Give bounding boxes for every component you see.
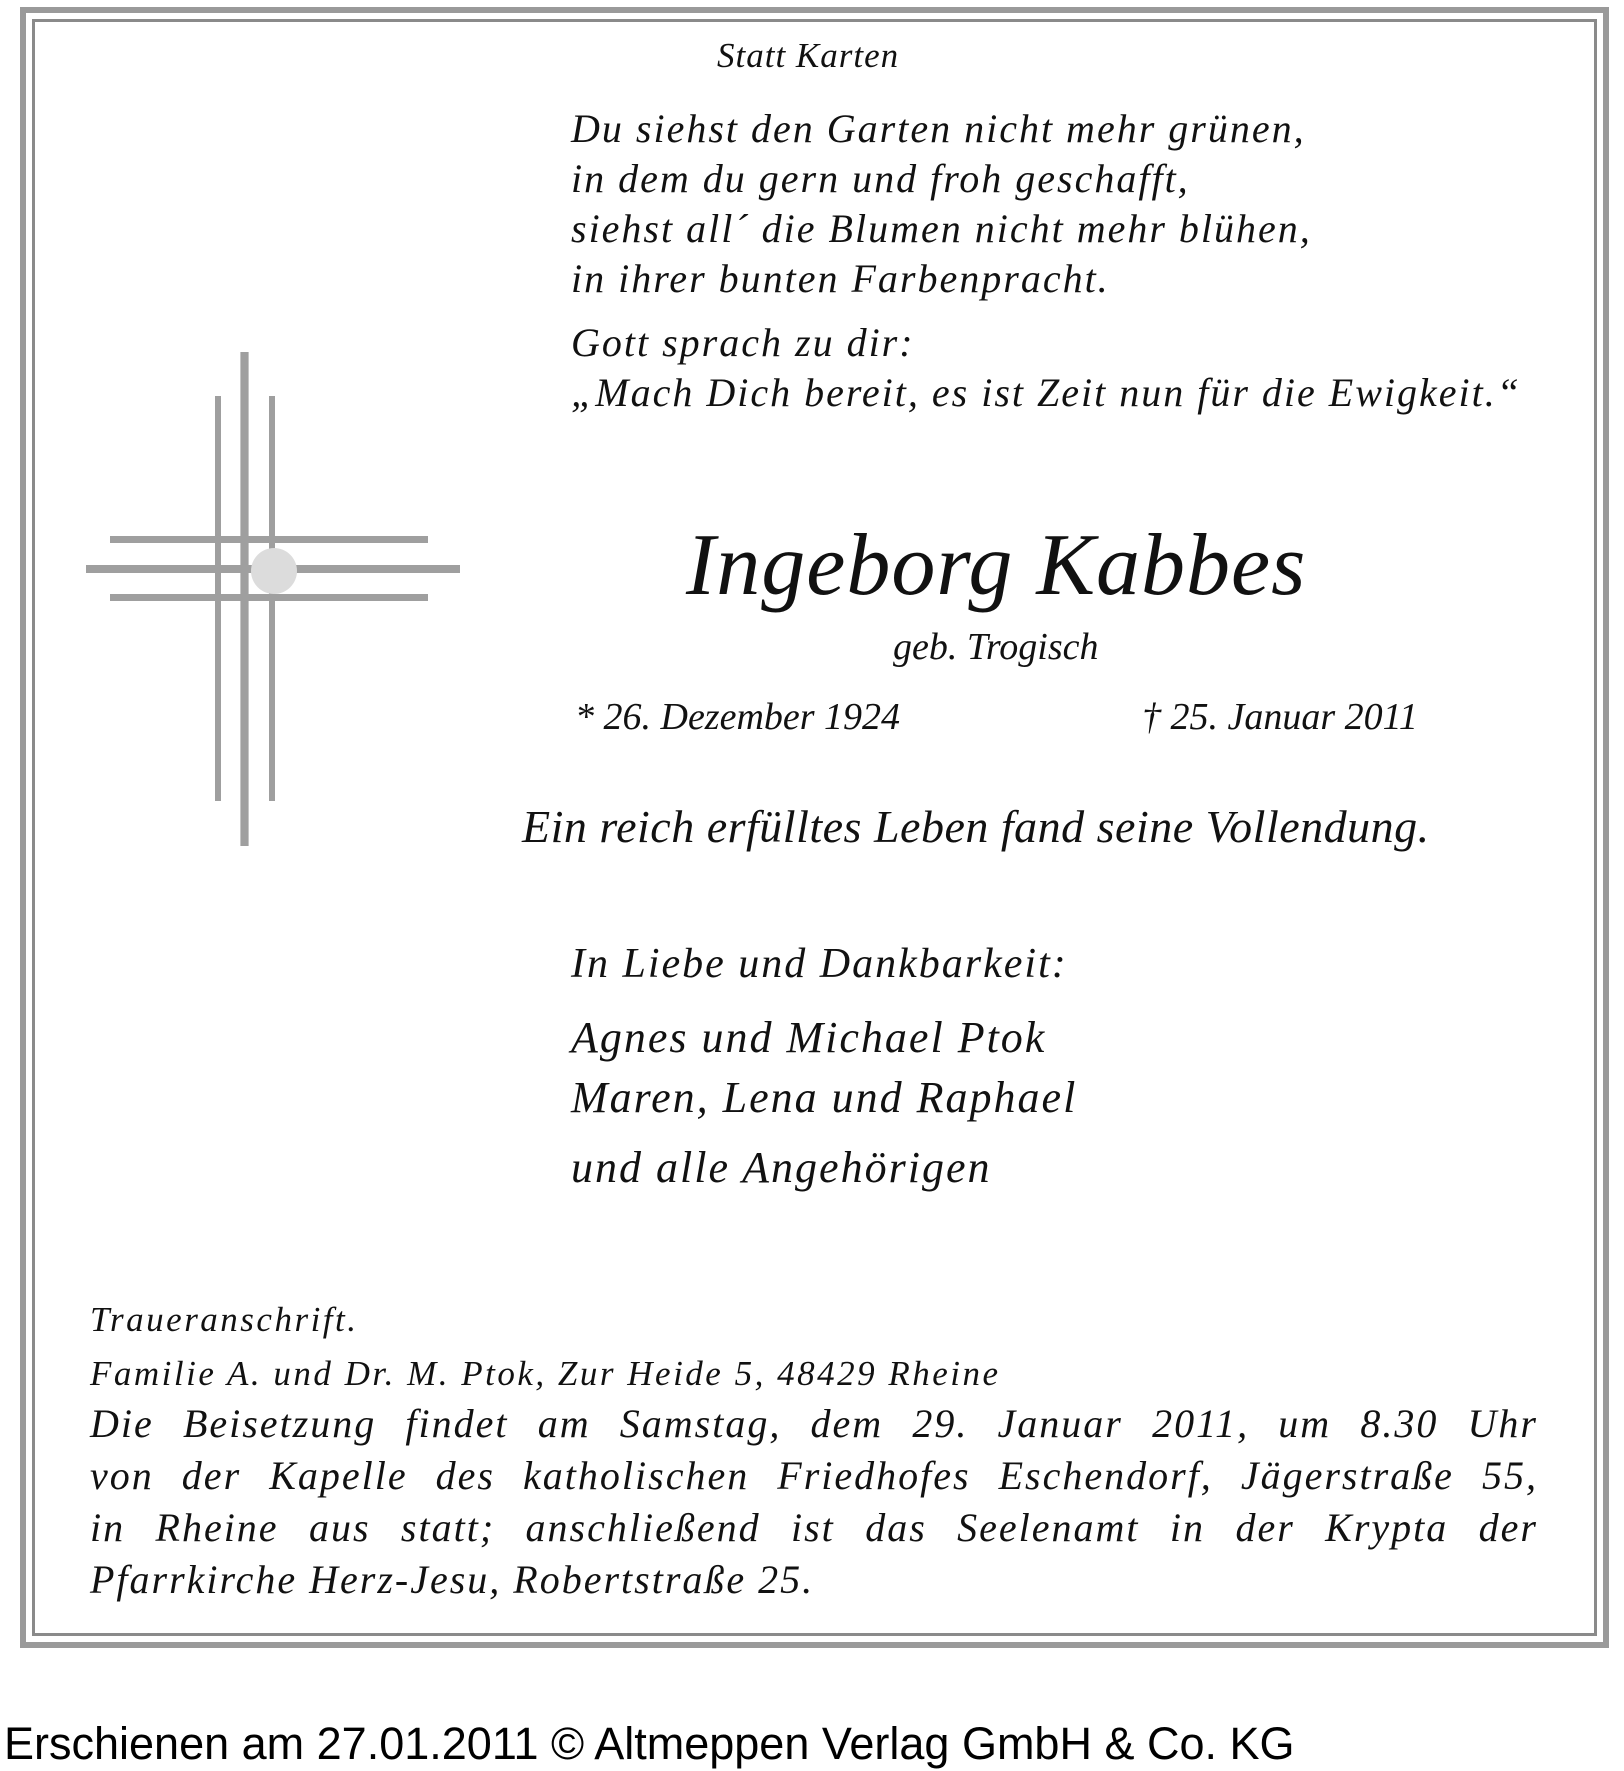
poem-quote	[571, 318, 1521, 418]
burial-line: Die Beisetzung findet am Samstag, dem 29. Januar 2011, um 8.30 Uhr	[90, 1401, 1538, 1446]
address-text: Familie A. und Dr. M. Ptok, Zur Heide 5, 48429 Rheine	[90, 1354, 1001, 1393]
burial-line: Pfarrkirche Herz-Jesu, Robertstraße 25.	[90, 1557, 815, 1602]
death-date: † 25. Januar 2011	[1142, 696, 1418, 738]
tagline: Ein reich erfülltes Leben fand seine Vollendung.	[522, 801, 1430, 852]
burial-info	[90, 1398, 1538, 1606]
family-all: und alle Angehörigen	[571, 1143, 992, 1192]
header-statt-karten: Statt Karten	[717, 36, 900, 75]
poem-line: siehst all´ die Blumen nicht mehr blühen,	[571, 206, 1312, 251]
maiden-name: geb. Trogisch	[893, 626, 1099, 668]
poem-line: Du siehst den Garten nicht mehr grünen,	[571, 106, 1306, 151]
address-label: Traueranschrift.	[90, 1300, 359, 1339]
birth-date: * 26. Dezember 1924	[575, 696, 901, 738]
poem-line: in ihrer bunten Farbenpracht.	[571, 256, 1110, 301]
burial-line: von der Kapelle des katholischen Friedhofes Eschendorf, Jägerstraße 55,	[90, 1453, 1538, 1498]
publication-footer: Erschienen am 27.01.2011 © Altmeppen Verlag GmbH & Co. KG	[4, 1718, 1295, 1769]
family-line: Maren, Lena und Raphael	[571, 1073, 1078, 1122]
deceased-name: Ingeborg Kabbes	[686, 517, 1307, 614]
poem-verse	[571, 104, 1312, 304]
burial-line: in Rheine aus statt; anschließend ist das Seelenamt in der Krypta der	[90, 1505, 1538, 1550]
family-line: Agnes und Michael Ptok	[571, 1013, 1047, 1062]
cross-icon	[86, 352, 460, 852]
poem-line: in dem du gern und froh geschafft,	[571, 156, 1190, 201]
mourning-address	[90, 1293, 1001, 1401]
poem-line: „Mach Dich bereit, es ist Zeit nun für die Ewigkeit.“	[571, 370, 1521, 415]
family-names	[571, 1008, 1077, 1128]
thanks-line: In Liebe und Dankbarkeit:	[571, 941, 1068, 987]
poem-line: Gott sprach zu dir:	[571, 320, 915, 365]
